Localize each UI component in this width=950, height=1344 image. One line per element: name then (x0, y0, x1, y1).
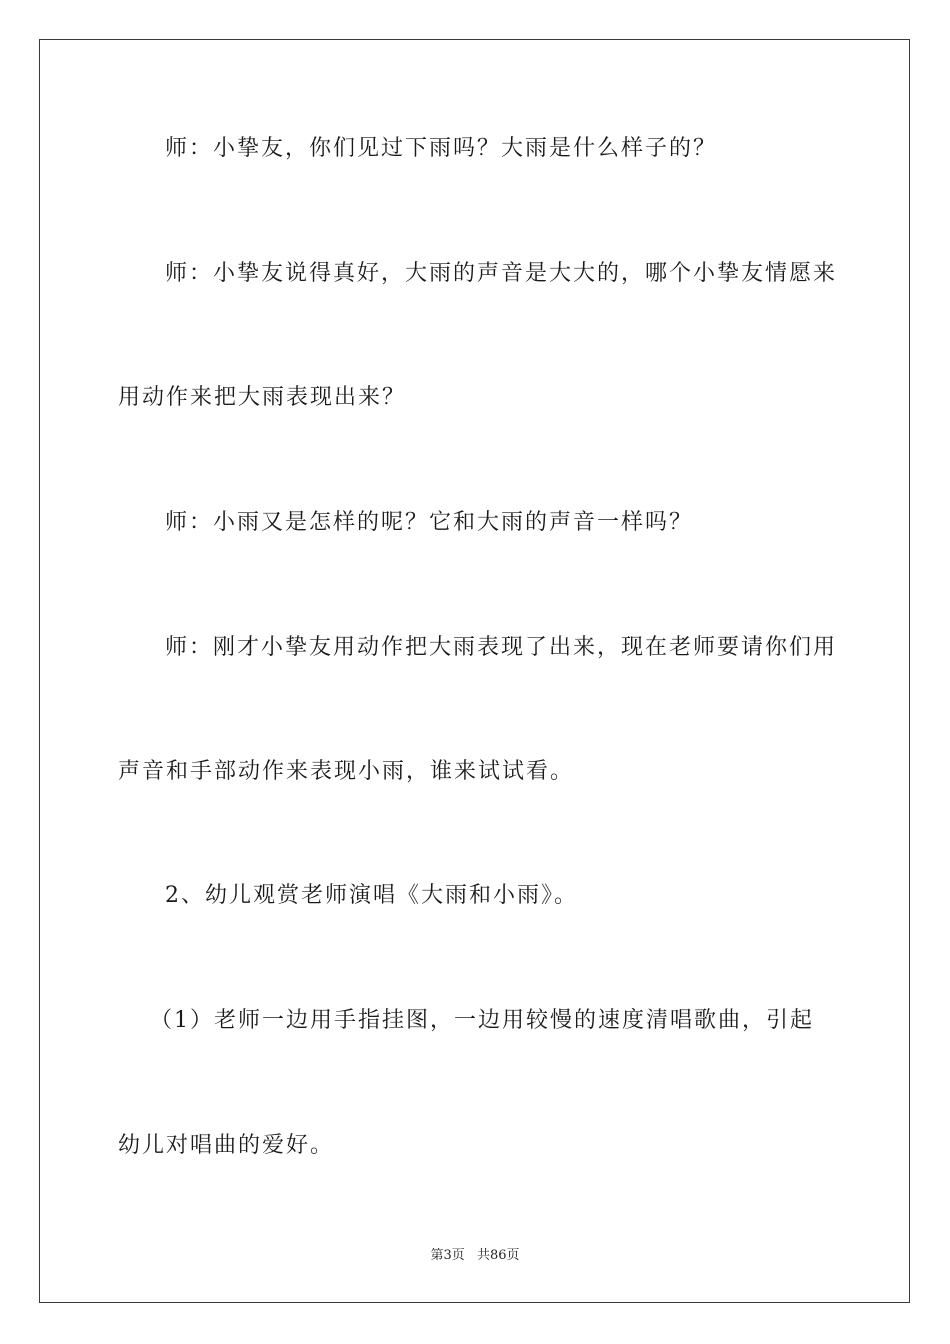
page-border (39, 39, 910, 1303)
paragraph-line-4: 师：小雨又是怎样的呢？它和大雨的声音一样吗？ (165, 510, 694, 535)
page-total: 共86页 (476, 1248, 520, 1263)
paragraph-line-2: 师：小挚友说得真好，大雨的声音是大大的，哪个小挚友情愿来 (165, 261, 838, 286)
paragraph-line-1: 师：小挚友，你们见过下雨吗？大雨是什么样子的？ (165, 136, 718, 161)
paragraph-line-6: 声音和手部动作来表现小雨，谁来试试看。 (118, 759, 575, 784)
paragraph-line-8: （1）老师一边用手指挂图，一边用较慢的速度清唱歌曲，引起 (150, 1008, 814, 1033)
paragraph-line-9: 幼儿对唱曲的爱好。 (118, 1133, 335, 1158)
paragraph-line-5: 师：刚才小挚友用动作把大雨表现了出来，现在老师要请你们用 (165, 635, 838, 660)
page-number: 第3页 (430, 1248, 465, 1263)
page-footer (0, 1247, 950, 1265)
section-heading: 2、幼儿观赏老师演唱《大雨和小雨》。 (165, 883, 578, 908)
paragraph-line-3: 用动作来把大雨表现出来？ (118, 385, 407, 410)
